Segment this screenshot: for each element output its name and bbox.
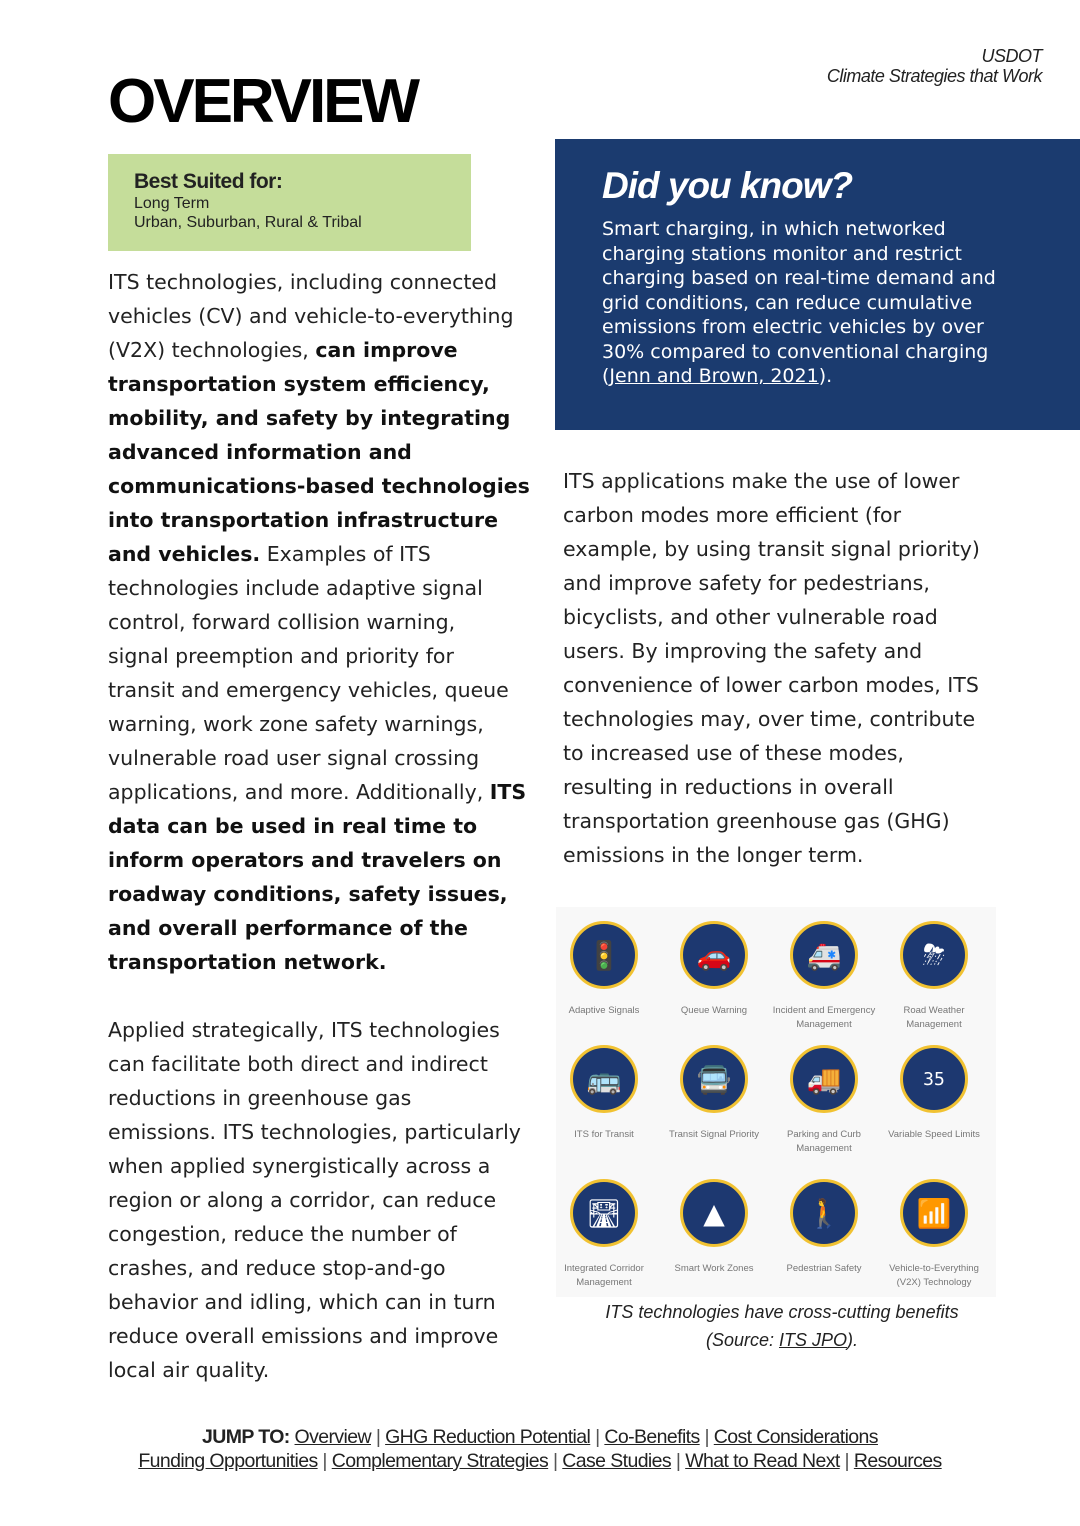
label-line: Road Weather <box>903 1005 965 1016</box>
its-benefits-figure <box>556 907 996 1297</box>
text-line <box>108 401 530 435</box>
text-line <box>108 707 530 741</box>
speed-limit-sign-icon: 35 <box>900 1045 968 1113</box>
traffic-cone-icon: ▲ <box>680 1179 748 1247</box>
label-line: Vehicle-to-Everything <box>889 1263 979 1274</box>
separator: | <box>371 1426 386 1448</box>
its-jpo-link[interactable]: ITS JPO <box>779 1330 848 1350</box>
its-tile-label <box>769 1262 879 1276</box>
text-line <box>108 1149 521 1183</box>
did-you-know-box <box>555 139 1080 430</box>
text-line <box>108 843 530 877</box>
fact-line: grid conditions, can reduce cumulative <box>602 291 973 314</box>
label-line: Parking and Curb <box>787 1129 861 1140</box>
jump-link-what-to-read-next[interactable]: What to Read Next <box>685 1450 840 1472</box>
text-line <box>563 702 980 736</box>
intro-paragraph <box>108 265 530 979</box>
citation-link[interactable]: Jenn and Brown, 2021 <box>609 365 819 387</box>
text-segment: carbon modes more efficient (for <box>563 503 902 527</box>
label-line: Management <box>576 1277 632 1288</box>
bold-text: advanced information and <box>108 440 412 464</box>
best-suited-box <box>108 154 471 251</box>
its-tile <box>879 1179 989 1290</box>
jump-link-complementary-strategies[interactable]: Complementary Strategies <box>331 1450 549 1472</box>
text-segment: ITS applications make the use of lower <box>563 469 960 493</box>
text-segment: reduce overall emissions and improve <box>108 1324 499 1348</box>
bold-text: transportation system efficiency, <box>108 372 490 396</box>
bold-text: ITS <box>489 780 527 804</box>
separator: | <box>548 1450 563 1472</box>
its-tile <box>659 921 769 1018</box>
text-line <box>108 1183 521 1217</box>
text-segment: applications, and more. Additionally, <box>108 780 490 804</box>
jump-link-case-studies[interactable]: Case Studies <box>562 1450 672 1472</box>
connected-car-icon: 📶 <box>900 1179 968 1247</box>
label-line: Incident and Emergency <box>772 1005 876 1016</box>
text-line <box>563 770 980 804</box>
text-line <box>108 1047 521 1081</box>
text-line <box>108 809 530 843</box>
text-line <box>108 367 530 401</box>
jump-to-nav <box>0 1425 1080 1473</box>
its-tile <box>769 1179 879 1276</box>
caption-source-label: (Source: <box>705 1330 779 1350</box>
fact-line: charging stations monitor and restrict <box>602 242 962 265</box>
jump-link-resources[interactable]: Resources <box>853 1450 942 1472</box>
label-line: Adaptive Signals <box>568 1005 640 1016</box>
jump-link-ghg-reduction-potential[interactable]: GHG Reduction Potential <box>385 1426 591 1448</box>
queued-cars-icon: 🚗 <box>680 921 748 989</box>
bold-text: communications-based technologies <box>108 474 530 498</box>
label-line: Management <box>796 1019 852 1030</box>
its-tile-label <box>659 1262 769 1276</box>
text-line <box>108 1013 521 1047</box>
text-segment: users. By improving the safety and <box>563 639 923 663</box>
jump-link-overview[interactable]: Overview <box>294 1426 371 1448</box>
bold-text: data can be used in real time to <box>108 814 478 838</box>
text-line <box>563 566 980 600</box>
paren: ( <box>602 365 610 387</box>
truck-building-icon: 🚚 <box>790 1045 858 1113</box>
its-tile <box>659 1179 769 1276</box>
traffic-light-icon: 🚦 <box>570 921 638 989</box>
text-line <box>108 1319 521 1353</box>
period: ). <box>818 365 833 387</box>
text-line <box>108 639 530 673</box>
did-you-know-heading: Did you know? <box>602 165 853 206</box>
its-tile <box>879 1045 989 1142</box>
text-line <box>108 1081 521 1115</box>
its-tile-label <box>769 1128 879 1156</box>
text-segment: Examples of ITS <box>260 542 431 566</box>
text-line <box>563 532 980 566</box>
text-line <box>108 775 530 809</box>
label-line: Queue Warning <box>680 1005 748 1016</box>
bold-text: can improve <box>315 338 458 362</box>
its-tile-label <box>659 1128 769 1142</box>
text-segment: warning, work zone safety warnings, <box>108 712 484 736</box>
strategy-paragraph <box>108 1013 521 1387</box>
text-segment: vulnerable road user signal crossing <box>108 746 480 770</box>
bold-text: inform operators and travelers on <box>108 848 502 872</box>
text-line <box>108 333 530 367</box>
bold-text: into transportation infrastructure <box>108 508 499 532</box>
its-tile-label <box>549 1128 659 1142</box>
text-segment: bicyclists, and other vulnerable road <box>563 605 938 629</box>
bus-icon: 🚌 <box>570 1045 638 1113</box>
text-line <box>108 741 530 775</box>
label-line: Management <box>906 1019 962 1030</box>
text-segment: local air quality. <box>108 1358 270 1382</box>
text-segment: technologies may, over time, contribute <box>563 707 976 731</box>
caption-text: ITS technologies have cross-cutting benefits <box>605 1302 959 1322</box>
separator: | <box>590 1426 605 1448</box>
fact-line: Smart charging, in which networked <box>602 218 946 240</box>
text-segment: can facilitate both direct and indirect <box>108 1052 488 1076</box>
bus-signal-icon: 🚍 <box>680 1045 748 1113</box>
applications-paragraph <box>563 464 980 872</box>
best-suited-term: Long Term <box>134 195 210 212</box>
separator: | <box>317 1450 332 1472</box>
text-line <box>108 435 530 469</box>
best-suited-areas: Urban, Suburban, Rural & Tribal <box>134 214 362 231</box>
jump-link-cost-considerations[interactable]: Cost Considerations <box>713 1426 878 1448</box>
text-line <box>108 877 530 911</box>
text-line <box>563 804 980 838</box>
figure-caption <box>556 1298 1008 1354</box>
text-segment: congestion, reduce the number of <box>108 1222 457 1246</box>
text-segment: region or along a corridor, can reduce <box>108 1188 497 1212</box>
header-doc-title: Climate Strategies that Work <box>826 66 1042 86</box>
text-segment: technologies include adaptive signal <box>108 576 483 600</box>
text-line <box>563 838 980 872</box>
its-tile-label <box>549 1004 659 1018</box>
label-line: Management <box>796 1143 852 1154</box>
text-segment: behavior and idling, which can in turn <box>108 1290 496 1314</box>
corridor-icon: 🛣 <box>570 1179 638 1247</box>
text-line <box>108 1353 521 1387</box>
text-segment: control, forward collision warning, <box>108 610 456 634</box>
jump-link-funding-opportunities[interactable]: Funding Opportunities <box>138 1450 318 1472</box>
caption-end: ). <box>847 1330 859 1350</box>
text-segment: transportation greenhouse gas (GHG) <box>563 809 950 833</box>
fact-line: 30% compared to conventional charging <box>602 340 989 363</box>
its-tile-label <box>879 1004 989 1032</box>
bold-text: and vehicles. <box>108 542 261 566</box>
text-segment: emissions. ITS technologies, particularly <box>108 1120 521 1144</box>
jump-link-co-benefits[interactable]: Co-Benefits <box>604 1426 700 1448</box>
text-line <box>108 469 530 503</box>
its-tile-label <box>549 1262 659 1290</box>
its-tile-label <box>769 1004 879 1032</box>
text-line <box>563 600 980 634</box>
label-line: Variable Speed Limits <box>888 1129 980 1140</box>
text-line <box>108 265 530 299</box>
text-line <box>563 634 980 668</box>
text-line <box>108 673 530 707</box>
its-tile <box>549 1045 659 1142</box>
text-segment: emissions in the longer term. <box>563 843 864 867</box>
label-line: Pedestrian Safety <box>786 1263 862 1274</box>
weather-car-icon: ⛈ <box>900 921 968 989</box>
text-segment: transit and emergency vehicles, queue <box>108 678 509 702</box>
text-line <box>108 1251 521 1285</box>
text-segment: Applied strategically, ITS technologies <box>108 1018 500 1042</box>
best-suited-heading: Best Suited for: <box>134 170 283 193</box>
text-line <box>108 1115 521 1149</box>
text-segment: ITS technologies, including connected <box>108 270 498 294</box>
header-org: USDOT <box>981 46 1042 66</box>
fact-line: charging based on real-time demand and <box>602 267 996 289</box>
separator: | <box>671 1450 686 1472</box>
text-line <box>108 503 530 537</box>
text-segment: reductions in greenhouse gas <box>108 1086 412 1110</box>
its-tile <box>659 1045 769 1142</box>
text-line <box>108 911 530 945</box>
text-segment: resulting in reductions in overall <box>563 775 894 799</box>
text-segment: convenience of lower carbon modes, ITS <box>563 673 979 697</box>
text-line <box>108 299 530 333</box>
label-line: ITS for Transit <box>574 1129 634 1140</box>
label-line: Integrated Corridor <box>564 1263 644 1274</box>
text-line <box>563 668 980 702</box>
text-line <box>108 537 530 571</box>
bold-text: and overall performance of the <box>108 916 468 940</box>
bold-text: transportation network. <box>108 950 387 974</box>
its-tile <box>549 1179 659 1290</box>
jump-to-label: JUMP TO: <box>202 1426 290 1448</box>
text-line <box>108 571 530 605</box>
text-line <box>108 1285 521 1319</box>
text-segment: vehicles (CV) and vehicle-to-everything <box>108 304 514 328</box>
separator: | <box>699 1426 714 1448</box>
text-segment: example, by using transit signal priority) <box>563 537 980 561</box>
document-header <box>827 46 1042 86</box>
text-line <box>108 1217 521 1251</box>
label-line: (V2X) Technology <box>896 1277 972 1288</box>
its-tile <box>549 921 659 1018</box>
page-title: OVERVIEW <box>108 67 418 136</box>
text-segment: and improve safety for pedestrians, <box>563 571 930 595</box>
text-segment: when applied synergistically across a <box>108 1154 491 1178</box>
ambulance-icon: 🚑 <box>790 921 858 989</box>
text-segment: signal preemption and priority for <box>108 644 454 668</box>
label-line: Transit Signal Priority <box>669 1129 759 1140</box>
its-tile-label <box>659 1004 769 1018</box>
text-line <box>108 605 530 639</box>
text-segment: to increased use of these modes, <box>563 741 904 765</box>
text-segment: (V2X) technologies, <box>108 338 316 362</box>
text-line <box>563 464 980 498</box>
its-tile <box>769 921 879 1032</box>
label-line: Smart Work Zones <box>674 1263 754 1274</box>
bold-text: mobility, and safety by integrating <box>108 406 511 430</box>
separator: | <box>839 1450 854 1472</box>
fact-line: emissions from electric vehicles by over <box>602 316 984 338</box>
text-line <box>563 736 980 770</box>
text-line <box>563 498 980 532</box>
its-tile <box>879 921 989 1032</box>
its-tile <box>769 1045 879 1156</box>
pedestrian-icon: 🚶 <box>790 1179 858 1247</box>
text-line <box>108 945 530 979</box>
text-segment: crashes, and reduce stop-and-go <box>108 1256 446 1280</box>
its-tile-label <box>879 1128 989 1142</box>
its-tile-label <box>879 1262 989 1290</box>
bold-text: roadway conditions, safety issues, <box>108 882 508 906</box>
